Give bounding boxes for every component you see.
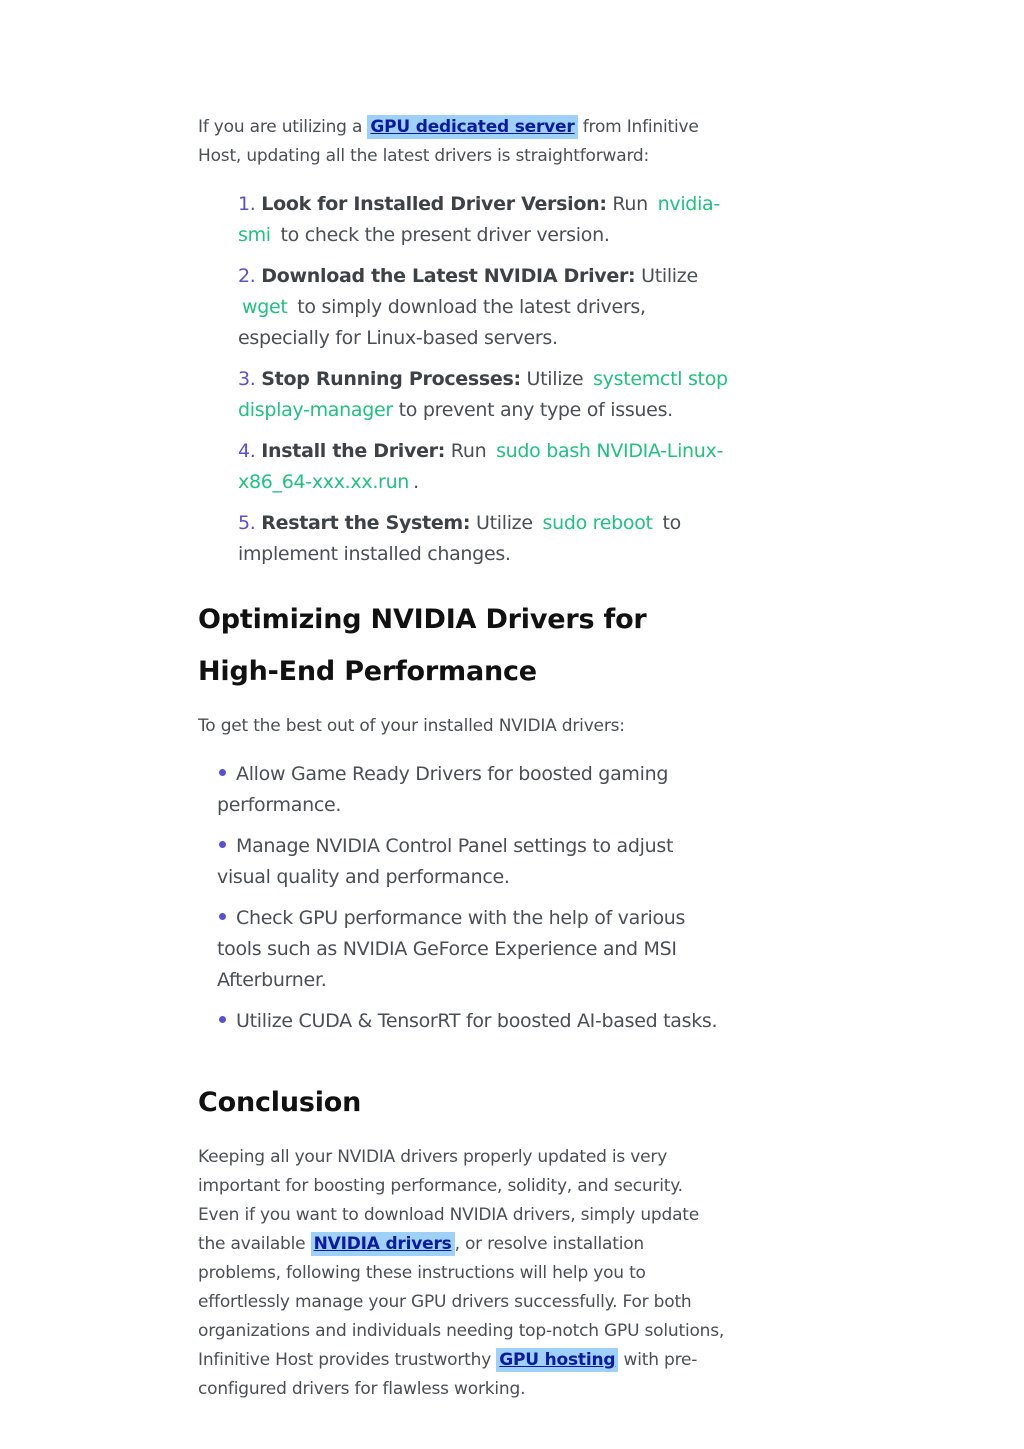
step-number: 2.: [238, 265, 256, 287]
bullet-dot-icon: [219, 769, 226, 776]
list-item: [238, 364, 728, 426]
nvidia-drivers-link[interactable]: NVIDIA drivers: [311, 1232, 455, 1256]
bullet-dot-icon: [219, 841, 226, 848]
step-text: Utilize: [635, 265, 698, 287]
step-number: 3.: [238, 368, 256, 390]
step-title: Stop Running Processes:: [261, 368, 521, 390]
step-text: .: [413, 471, 419, 493]
conclusion-text: with pre-configured drivers for flawless working.: [198, 1350, 698, 1399]
list-item: [238, 508, 728, 570]
list-item: [217, 1006, 728, 1037]
bullet-text: Manage NVIDIA Control Panel settings to adjust visual quality and performance.: [217, 835, 674, 888]
list-item: [238, 436, 728, 498]
list-item: [217, 759, 728, 821]
step-title: Install the Driver:: [261, 440, 446, 462]
list-item: [217, 903, 728, 996]
conclusion-text: , or resolve installation problems, following these instructions will help you to effortlessly manage your GPU drivers successfully. For both organizations and individuals needing top-notch GPU solutions, Infinitive Host provides trustworthy: [198, 1234, 725, 1370]
bullet-text: Check GPU performance with the help of various tools such as NVIDIA GeForce Experience and MSI Afterburner.: [217, 907, 686, 991]
intro-text-after: from Infinitive Host, updating all the latest drivers is straightforward:: [198, 117, 699, 166]
conclusion-text: Keeping all your NVIDIA drivers properly updated is very important for boosting performance, solidity, and security. Even if you want to download NVIDIA drivers, simply update the available: [198, 1147, 700, 1254]
conclusion-paragraph: [198, 1143, 728, 1404]
section-intro: To get the best out of your installed NVIDIA drivers:: [198, 716, 625, 736]
code-snippet: systemctl stop display-manager: [238, 368, 728, 421]
list-item: [217, 831, 728, 893]
article-content: [198, 113, 728, 1422]
step-text: Utilize: [520, 368, 590, 390]
driver-update-steps: [238, 189, 728, 570]
gpu-hosting-link[interactable]: GPU hosting: [496, 1348, 618, 1372]
step-text: to implement installed changes.: [238, 512, 681, 565]
optimization-tips: [217, 759, 728, 1037]
step-text: Run: [445, 440, 493, 462]
step-text: to check the present driver version.: [274, 224, 610, 246]
intro-paragraph: [198, 113, 728, 171]
code-snippet: nvidia-smi: [238, 193, 720, 246]
conclusion-heading: Conclusion: [198, 1087, 362, 1118]
step-title: Download the Latest NVIDIA Driver:: [261, 265, 636, 287]
step-title: Look for Installed Driver Version:: [261, 193, 607, 215]
bullet-text: Utilize CUDA & TensorRT for boosted AI-based tasks.: [236, 1010, 718, 1032]
list-item: [238, 261, 728, 354]
step-number: 5.: [238, 512, 256, 534]
step-title: Restart the System:: [261, 512, 471, 534]
code-snippet: sudo bash NVIDIA-Linux-x86_64-xxx.xx.run: [238, 440, 724, 493]
step-number: 4.: [238, 440, 256, 462]
bullet-text: Allow Game Ready Drivers for boosted gaming performance.: [217, 763, 669, 816]
step-text: to prevent any type of issues.: [392, 399, 673, 421]
intro-text-before: If you are utilizing a: [198, 117, 368, 137]
code-snippet: sudo reboot: [542, 512, 653, 534]
bullet-dot-icon: [219, 913, 226, 920]
gpu-dedicated-server-link[interactable]: GPU dedicated server: [367, 115, 577, 139]
section-heading: Optimizing NVIDIA Drivers for High-End Performance: [198, 604, 647, 687]
step-number: 1.: [238, 193, 256, 215]
list-item: [238, 189, 728, 251]
bullet-dot-icon: [219, 1016, 226, 1023]
code-snippet: wget: [242, 296, 288, 318]
step-text: Utilize: [470, 512, 539, 534]
step-text: Run: [606, 193, 654, 215]
step-text: to simply download the latest drivers, especially for Linux-based servers.: [238, 296, 646, 349]
